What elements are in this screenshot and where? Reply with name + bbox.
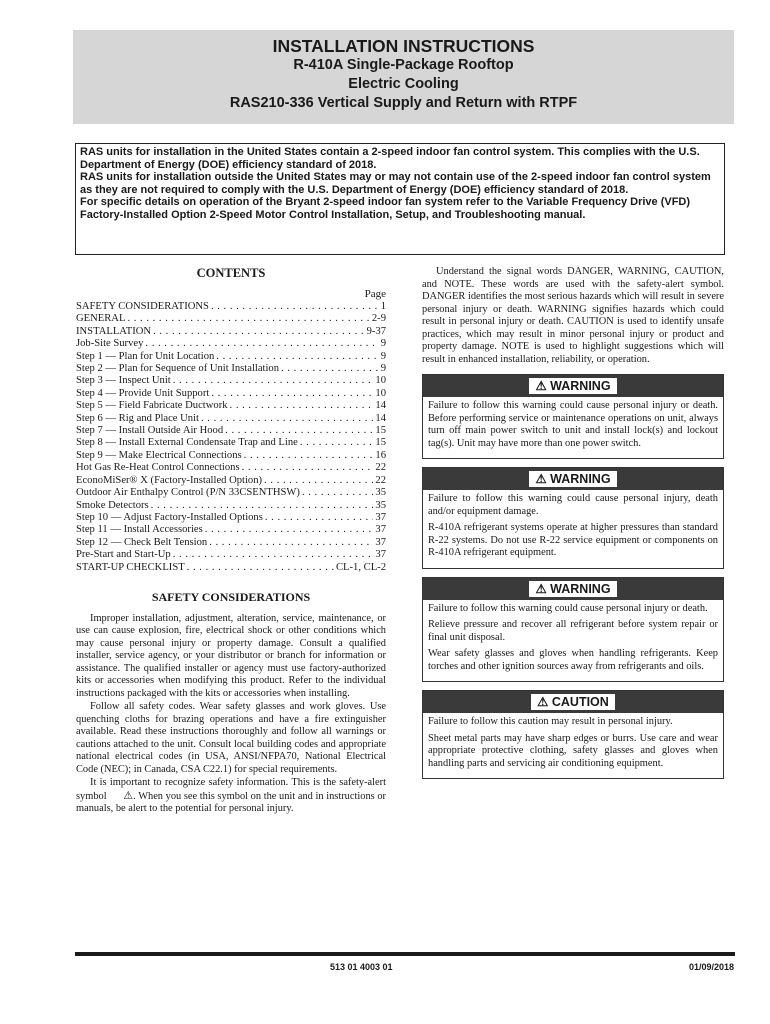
safety-heading: SAFETY CONSIDERATIONS xyxy=(151,589,311,604)
toc-row xyxy=(76,487,386,499)
document-date: 01/09/2018 xyxy=(688,962,734,972)
toc-row xyxy=(76,537,386,549)
toc-leader xyxy=(225,425,373,437)
toc-label: START-UP CHECKLIST xyxy=(76,561,185,573)
product-line: R-410A Single-Package Rooftop xyxy=(293,57,514,73)
toc-row xyxy=(76,512,386,524)
toc-leader xyxy=(211,301,379,313)
toc-leader xyxy=(205,524,374,536)
alert-body xyxy=(423,490,723,568)
toc-label: EconoMiSer® X (Factory-Installed Option) xyxy=(76,474,263,486)
document-header xyxy=(73,30,734,124)
toc-label: Smoke Detectors xyxy=(76,499,149,511)
toc-row xyxy=(76,413,386,425)
toc-row xyxy=(76,475,386,487)
toc-leader xyxy=(265,512,374,524)
alert-paragraph: Failure to follow this warning could cause personal injury, death and/or equipment damage. xyxy=(428,493,718,517)
toc-leader xyxy=(211,388,373,400)
toc-label: Job-Site Survey xyxy=(76,338,144,350)
toc-label: Step 2 — Plan for Sequence of Unit Installation xyxy=(76,363,280,375)
alert-label-text: WARNING xyxy=(550,472,611,486)
toc-row xyxy=(76,524,386,536)
toc-row xyxy=(76,338,386,350)
toc-row xyxy=(76,450,386,462)
toc-label: Step 6 — Rig and Place Unit xyxy=(76,412,199,424)
alert-paragraph: R-410A refrigerant systems operate at higher pressures than standard R-22 systems. Do not use R-22 service equipment or components on R-410A refrigerant equipment. xyxy=(428,522,718,558)
toc-leader xyxy=(153,326,365,338)
toc-row xyxy=(76,562,386,574)
safety-paragraph: Follow all safety codes. Wear safety glasses and work gloves. Use quenching cloths for brazing operations and have a fire extinguisher available. Read these instructions thoroughly and follow all warnings or cautions attached to the unit. Consult local building codes and appropriate national electrical codes (in USA, ANSI/NFPA70, National Electrical Code (NEC); in Canada, CSA C22.1) for special requirements. xyxy=(76,701,386,775)
alert-paragraph: Failure to follow this caution may result in personal injury. xyxy=(428,716,673,727)
toc-leader xyxy=(216,351,378,363)
alert-header-bar xyxy=(423,375,723,397)
toc-page: 37 xyxy=(375,536,386,548)
toc-label: Step 12 — Check Belt Tension xyxy=(76,536,208,548)
toc-label: Hot Gas Re-Heat Control Connections xyxy=(76,462,240,474)
contents-page-header: Page xyxy=(364,288,386,300)
toc-page: 22 xyxy=(375,462,386,474)
toc-label: Step 7 — Install Outside Air Hood xyxy=(76,425,224,437)
toc-page: 10 xyxy=(375,387,386,399)
alert-paragraph: Relieve pressure and recover all refrigerant before system repair or final unit disposal. xyxy=(428,619,718,643)
toc-label: Step 8 — Install External Condensate Trap and Line xyxy=(76,437,298,449)
alert-paragraph: Sheet metal parts may have sharp edges or burrs. Use care and wear appropriate protective clothing, safety glasses and gloves when handling parts and servicing air conditioning equipment. xyxy=(428,732,718,769)
notice-paragraph: RAS units for installation outside the United States may or may not contain use of the 2-speed indoor fan control system as they are not required to comply with the U.S. Department of Energy (DOE) efficiency standard of 2018. xyxy=(80,171,711,196)
notice-paragraph: For specific details on operation of the Bryant 2-speed indoor fan system refer to the Variable Frequency Drive (VFD) Factory-Installed Option 2-Speed Motor Control Installation, Setup, and Troubleshooting manual. xyxy=(80,196,691,221)
document-code: 513 01 4003 01 xyxy=(330,962,393,972)
warning-triangle-icon: ⚠ xyxy=(537,695,552,709)
safety-paragraph: It is important to recognize safety information. This is the safety-alert symbol ⚠. When you see this symbol on the unit and in instructions or manuals, be alert to the potential for personal injury. xyxy=(76,777,386,815)
toc-leader xyxy=(242,462,374,474)
toc-page: 9 xyxy=(380,363,386,375)
alert-body xyxy=(423,713,723,778)
toc-label: Step 4 — Provide Unit Support xyxy=(76,387,210,399)
toc-row xyxy=(76,388,386,400)
toc-row xyxy=(76,462,386,474)
toc-leader xyxy=(151,500,374,512)
warning-triangle-icon: ⚠ xyxy=(535,379,551,393)
alert-label-text: WARNING xyxy=(550,581,611,596)
toc-page: 37 xyxy=(375,511,386,523)
toc-leader xyxy=(201,413,373,425)
toc-leader xyxy=(300,437,374,449)
toc-label: Step 3 — Inspect Unit xyxy=(76,375,171,387)
toc-page: 14 xyxy=(375,412,386,424)
toc-row xyxy=(76,301,386,313)
toc-label: GENERAL xyxy=(76,313,126,325)
toc-row xyxy=(76,326,386,338)
toc-page: 16 xyxy=(375,449,386,461)
toc-page: 1 xyxy=(380,301,386,312)
contents-heading: CONTENTS xyxy=(196,266,266,280)
doe-notice-box xyxy=(75,143,725,255)
alert-label xyxy=(531,694,615,710)
signal-words-paragraph: Understand the signal words DANGER, WARNING, CAUTION, and NOTE. These words are used with the safety-alert symbol. DANGER identifies the most serious hazards which will result in severe personal injury or death. WARNING signifies hazards which could result in personal injury or death. CAUTION is used to identify unsafe practices, which may result in minor personal injury or product and property damage. NOTE is used to highlight suggestions which will result in enhanced installation, reliability, or operation. xyxy=(422,266,724,365)
toc-leader xyxy=(209,537,373,549)
toc-label: INSTALLATION xyxy=(76,325,152,337)
warning-triangle-icon: ⚠ xyxy=(535,472,551,486)
toc-page: 35 xyxy=(375,499,386,511)
toc-row xyxy=(76,400,386,412)
safety-paragraph: Improper installation, adjustment, alteration, service, maintenance, or use can cause explosion, fire, electrical shock or other conditions which may cause personal injury or property damage. Consult a qualified installer, service agency, or your distributor or branch for information or assistance. The qualified installer or agency must use factory-authorized kits or accessories when modifying this product. Refer to the individual instructions packaged with the kits or accessories when installing. xyxy=(76,612,386,699)
alert-header-bar xyxy=(423,691,723,713)
alert-label xyxy=(529,471,616,487)
alert-label-text: CAUTION xyxy=(551,695,609,709)
toc-leader xyxy=(264,475,373,487)
toc-label: Step 5 — Field Fabricate Ductwork xyxy=(76,400,228,412)
toc-leader xyxy=(187,562,334,574)
alert-paragraph: Failure to follow this warning could cause personal injury or death. Before performing service or maintenance operations on unit, always turn off main power switch to unit and install lock(s) and lockout tag(s). Unit may have more than one power switch. xyxy=(428,400,718,449)
toc-label: Step 10 — Adjust Factory-Installed Options xyxy=(76,511,263,523)
safety-alert-icon: ⚠ xyxy=(123,789,134,802)
toc-page: CL-1, CL-2 xyxy=(335,561,386,573)
right-column xyxy=(422,266,724,779)
toc-page: 15 xyxy=(375,437,386,449)
alert-body xyxy=(423,600,723,682)
caution-box xyxy=(422,690,724,779)
toc-row xyxy=(76,375,386,387)
notice-paragraph: RAS units for installation in the United States contain a 2-speed indoor fan control system. This complies with the U.S. Department of Energy (DOE) efficiency standard of 2018. xyxy=(80,146,700,171)
toc-page: 37 xyxy=(375,549,386,561)
toc-label: Step 1 — Plan for Unit Location xyxy=(76,350,215,362)
toc-leader xyxy=(173,375,374,387)
alert-header-bar xyxy=(423,468,723,490)
alert-body xyxy=(423,397,723,458)
toc-label: Outdoor Air Enthalpy Control (P/N 33CSENTHSW) xyxy=(76,487,300,499)
alert-label-text: WARNING xyxy=(550,379,611,393)
toc-page: 9-37 xyxy=(366,325,386,337)
toc-page: 14 xyxy=(375,400,386,412)
toc-row xyxy=(76,437,386,449)
alert-paragraph: Failure to follow this warning could cause personal injury or death. xyxy=(428,602,708,614)
toc-page: 15 xyxy=(375,425,386,437)
toc-row xyxy=(76,363,386,375)
toc-page: 10 xyxy=(375,375,386,387)
toc-label: Step 11 — Install Accessories xyxy=(76,524,203,536)
warning-box xyxy=(422,374,724,459)
toc-row xyxy=(76,351,386,363)
footer-rule xyxy=(75,952,735,956)
model-range: RAS210-336 Vertical Supply and Return with RTPF xyxy=(229,95,578,111)
toc-label: Step 9 — Make Electrical Connections xyxy=(76,449,242,461)
toc-label: SAFETY CONSIDERATIONS xyxy=(76,301,209,312)
left-column xyxy=(76,266,386,817)
toc-label: Pre-Start and Start-Up xyxy=(76,549,171,561)
toc-row xyxy=(76,313,386,325)
toc-page: 35 xyxy=(375,487,386,499)
toc-leader xyxy=(173,549,374,561)
toc-leader xyxy=(302,487,373,499)
toc-leader xyxy=(127,313,369,325)
product-type: Electric Cooling xyxy=(348,76,459,92)
warning-triangle-icon: ⚠ xyxy=(535,581,551,596)
toc-leader xyxy=(230,400,374,412)
alert-label xyxy=(529,378,616,394)
warning-box xyxy=(422,467,724,569)
toc-leader xyxy=(281,363,379,375)
document-title: INSTALLATION INSTRUCTIONS xyxy=(272,36,535,56)
toc-page: 9 xyxy=(380,350,386,362)
alert-label xyxy=(529,581,616,597)
toc-row xyxy=(76,500,386,512)
toc-leader xyxy=(244,450,374,462)
toc-page: 37 xyxy=(375,524,386,536)
toc-page: 2-9 xyxy=(371,313,386,325)
table-of-contents xyxy=(76,301,386,574)
toc-page: 22 xyxy=(375,474,386,486)
toc-page: 9 xyxy=(380,338,386,350)
toc-row xyxy=(76,549,386,561)
toc-leader xyxy=(145,338,378,350)
alert-boxes xyxy=(422,374,724,779)
alert-paragraph: Wear safety glasses and gloves when handling refrigerants. Keep torches and other ignition sources away from refrigerants and oils. xyxy=(428,648,718,672)
alert-header-bar xyxy=(423,578,723,600)
toc-row xyxy=(76,425,386,437)
warning-box xyxy=(422,577,724,683)
